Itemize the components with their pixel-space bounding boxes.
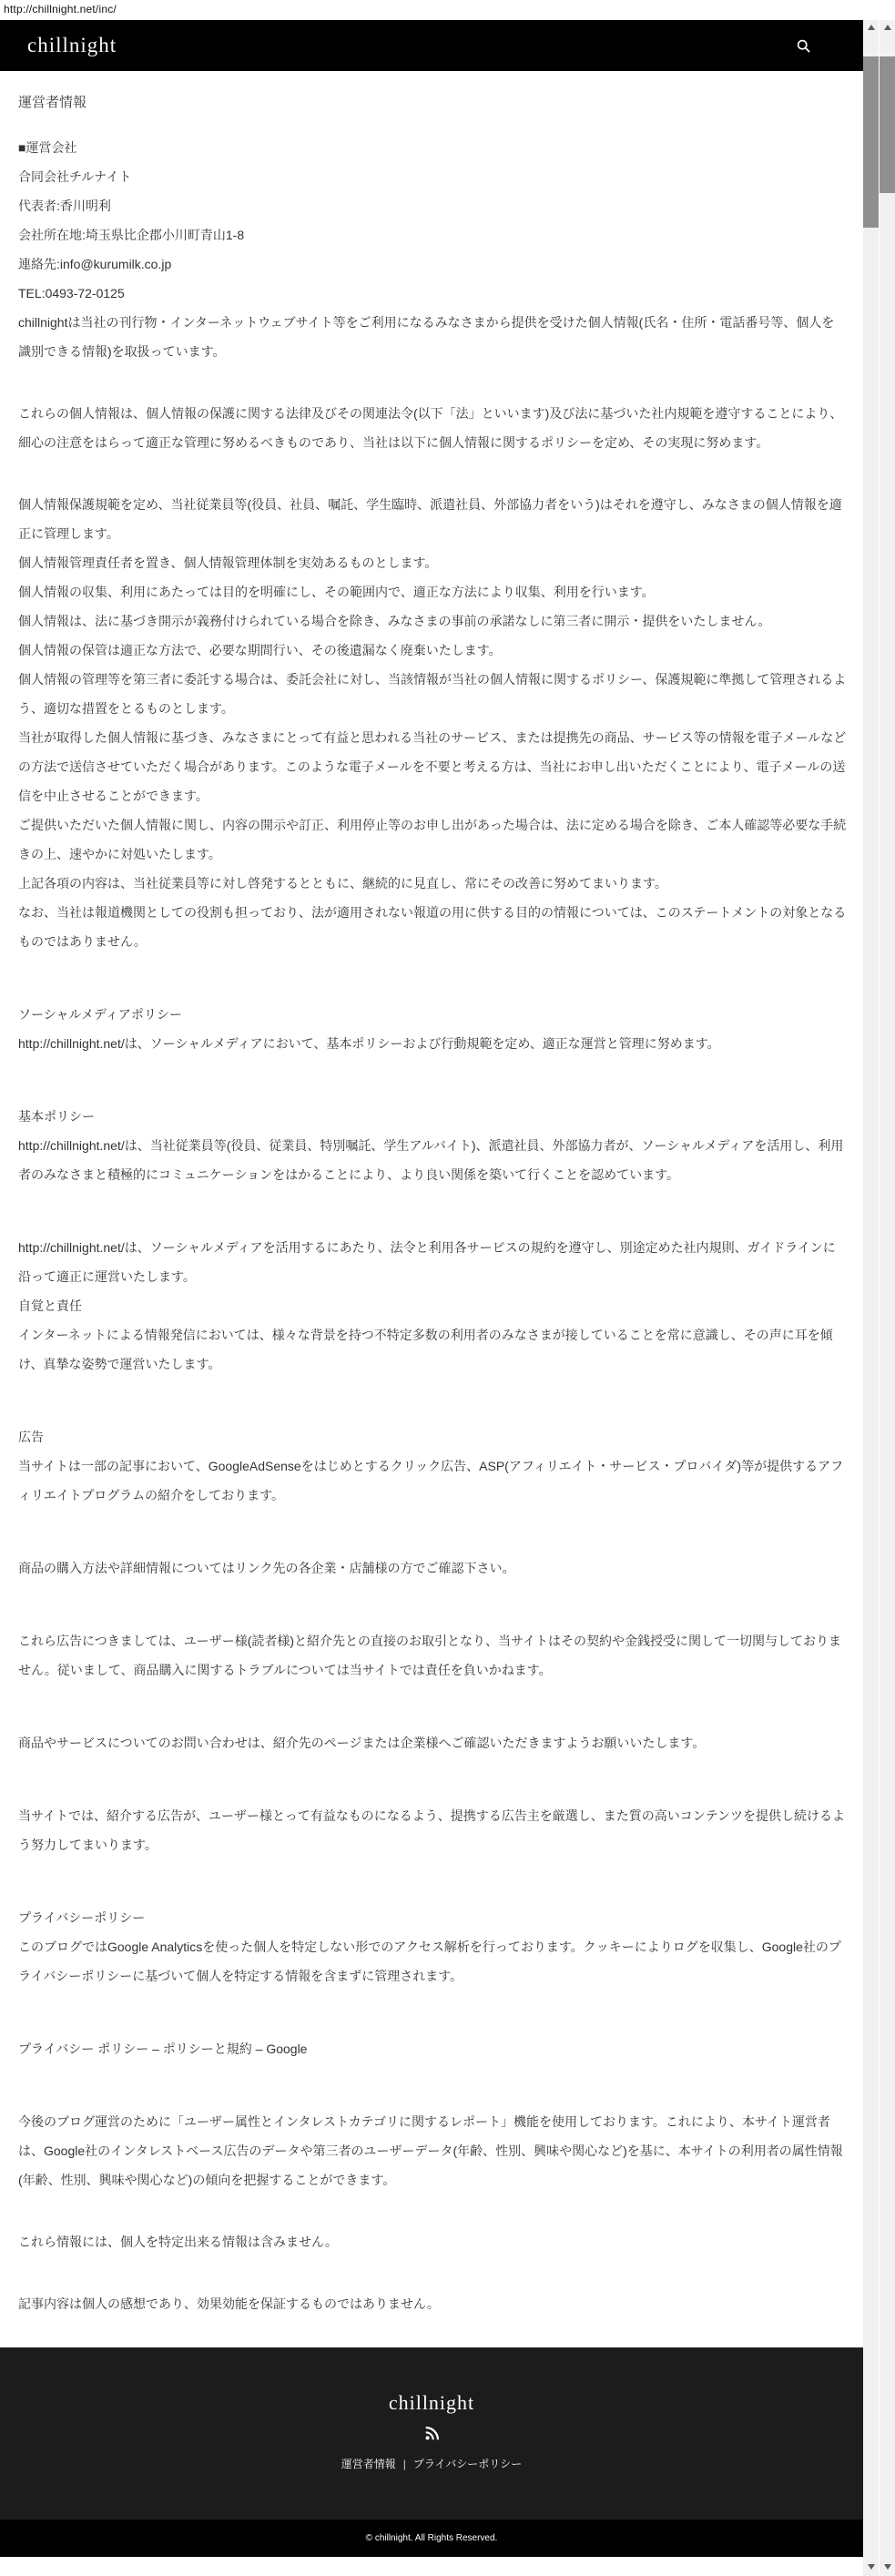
spacer — [18, 1685, 847, 1728]
info-line: TEL:0493-72-0125 — [18, 286, 125, 300]
paragraph: 当社が取得した個人情報に基づき、みなさまにとって有益と思われる当社のサービス、または提携先の商品、サービス等の情報を電子メールなどの方法で送信させていただく場合があります。このような電子メールを不要と考える方は、当社にお申し出いただくことにより、電子メールの送信を中止させることができます。 — [18, 730, 847, 803]
site-logo-link[interactable]: chillnight — [27, 34, 117, 56]
spacer — [18, 956, 847, 1000]
spacer — [18, 366, 847, 399]
arrow-up-icon — [884, 25, 891, 30]
copyright-bar — [0, 2520, 863, 2557]
paragraph: http://chillnight.net/は、当社従業員等(役員、従業員、特別嘱託、学生アルバイト)、派遣社員、外部協力者が、ソーシャルメディアを活用し、利用者のみなさまと積極的にコミュニケーションをはかることにより、より良い関係を築いて行くことを認めています。 — [18, 1138, 844, 1182]
spacer — [18, 1583, 847, 1626]
spacer — [18, 1058, 847, 1102]
rss-link[interactable] — [0, 2426, 863, 2441]
paragraph: 個人情報の収集、利用にあたっては目的を明確にし、その範囲内で、適正な方法により収集、利用を行います。 — [18, 585, 655, 599]
paragraph: なお、当社は報道機関としての役割も担っており、法が適用されない報道の用に供する目的の情報については、このステートメントの対象となるものではありません。 — [18, 905, 847, 949]
search-icon — [797, 42, 810, 56]
spacer — [18, 2194, 847, 2227]
spacer — [18, 2256, 847, 2289]
spacer — [18, 118, 847, 133]
section-heading: 自覚と責任 — [18, 1298, 82, 1313]
scrollbar-thumb[interactable] — [863, 56, 879, 228]
section-heading: ソーシャルメディアポリシー — [18, 1007, 182, 1022]
paragraph: このブログではGoogle Analyticsを使った個人を特定しない形でのアクセス解析を行っております。クッキーによりログを収集し、Google社のプライバシーポリシーに基づいて個人を特定する情報を含まずに管理されます。 — [18, 1940, 841, 1983]
paragraph: chillnightは当社の刊行物・インターネットウェブサイト等をご利用になるみなさまから提供を受けた個人情報(氏名・住所・電話番号等、個人を識別できる情報)を取扱っています。 — [18, 315, 835, 359]
paragraph: 商品の購入方法や詳細情報についてはリンク先の各企業・店舗様の方でご確認下さい。 — [18, 1561, 515, 1575]
spacer — [18, 1757, 847, 1801]
paragraph: 当サイトは一部の記事において、GoogleAdSenseをはじめとするクリック広告、ASP(アフィリエイト・サービス・プロバイダ)等が提供するアフィリエイトプログラムの紹介をしております。 — [18, 1459, 844, 1502]
paragraph: これらの個人情報は、個人情報の保護に関する法律及びその関連法令(以下「法」といいます)及び法に基づいた社内規範を遵守することにより、細心の注意をはらって適正な管理に努めるべきものであり、当社は以下に個人情報に関するポリシーを定め、その実現に努めます。 — [18, 406, 843, 450]
scrollbar-down-button[interactable] — [880, 2559, 895, 2574]
spacer — [18, 1189, 847, 1233]
spacer — [18, 457, 847, 490]
page-title: 運営者情報 — [18, 95, 87, 110]
footer-link-operator-info[interactable]: 運営者情報 — [341, 2458, 396, 2470]
section-heading: 広告 — [18, 1430, 44, 1444]
section-heading: 基本ポリシー — [18, 1109, 95, 1124]
site-header — [0, 20, 863, 71]
browser-url-text: http://chillnight.net/inc/ — [4, 3, 117, 15]
paragraph: 個人情報管理責任者を置き、個人情報管理体制を実効あるものとします。 — [18, 555, 438, 570]
scrollbar-thumb[interactable] — [880, 56, 895, 193]
spacer — [18, 2063, 847, 2107]
scrollbar-inner[interactable] — [863, 20, 879, 2576]
scrollbar-down-button[interactable] — [863, 2559, 879, 2574]
footer-bottom-margin — [0, 2557, 863, 2576]
scrollbar-outer[interactable] — [880, 20, 895, 2576]
paragraph: 上記各項の内容は、当社従業員等に対し啓発するとともに、継続的に見直し、常にその改善に努めてまいります。 — [18, 876, 667, 891]
spacer — [18, 1991, 847, 2034]
paragraph: 個人情報保護規範を定め、当社従業員等(役員、社員、嘱託、学生臨時、派遣社員、外部協力者をいう)はそれを遵守し、みなさまの個人情報を適正に管理します。 — [18, 497, 842, 541]
spacer — [18, 1379, 847, 1422]
paragraph: インターネットによる情報発信においては、様々な背景を持つ不特定多数の利用者のみなさまが接していることを常に意識し、その声に耳を傾け、真摯な姿勢で運営いたします。 — [18, 1328, 833, 1371]
paragraph: 記事内容は個人の感想であり、効果効能を保証するものではありません。 — [18, 2296, 440, 2311]
paragraph: http://chillnight.net/は、ソーシャルメディアを活用するにあたり、法令と利用各サービスの規約を遵守し、別途定めた社内規則、ガイドラインに沿って適正に運営いたします。 — [18, 1240, 836, 1284]
scrollbar-up-button[interactable] — [880, 20, 895, 36]
rss-icon — [424, 2429, 440, 2445]
paragraph: プライバシー ポリシー – ポリシーと規約 – Google — [18, 2041, 308, 2056]
spacer — [18, 1510, 847, 1553]
info-line: 会社所在地:埼玉県比企郡小川町青山1-8 — [18, 228, 245, 242]
footer-link-privacy-policy[interactable]: プライバシーポリシー — [412, 2458, 523, 2470]
scrollbar-up-button[interactable] — [863, 20, 879, 36]
info-line: 合同会社チルナイト — [18, 169, 132, 184]
arrow-down-icon — [884, 2564, 891, 2570]
info-line: 連絡先:info@kurumilk.co.jp — [18, 257, 172, 271]
spacer — [18, 1859, 847, 1903]
paragraph: 個人情報の保管は適正な方法で、必要な期間行い、その後遺漏なく廃棄いたします。 — [18, 643, 502, 657]
paragraph: これら広告につきましては、ユーザー様(読者様)と紹介先との直接のお取引となり、当サイトはその契約や金銭授受に関して一切関与しておりません。従いまして、商品購入に関するトラブルについては当サイトでは責任を負いかねます。 — [18, 1634, 842, 1677]
footer-main — [0, 2347, 863, 2520]
footer-link-separator: | — [402, 2458, 406, 2470]
paragraph: 当サイトでは、紹介する広告が、ユーザー様とって有益なものになるよう、提携する広告主を厳選し、また質の高いコンテンツを提供し続けるよう努力してまいります。 — [18, 1808, 846, 1852]
copyright-text: © chillnight. All Rights Reserved. — [365, 2533, 498, 2543]
site-footer — [0, 2347, 863, 2576]
paragraph: 個人情報は、法に基づき開示が義務付けられている場合を除き、みなさまの事前の承諾なしに第三者に開示・提供をいたしません。 — [18, 614, 771, 628]
paragraph: これら情報には、個人を特定出来る情報は含みません。 — [18, 2235, 338, 2249]
paragraph: http://chillnight.net/は、ソーシャルメディアにおいて、基本ポリシーおよび行動規範を定め、適正な運営と管理に努めます。 — [18, 1036, 720, 1051]
info-line: 代表者:香川明利 — [18, 199, 111, 213]
paragraph: ご提供いただいた個人情報に関し、内容の開示や訂正、利用停止等のお申し出があった場合は、法に定める場合を除き、ご本人確認等必要な手続きの上、速やかに対処いたします。 — [18, 818, 847, 861]
paragraph: 個人情報の管理等を第三者に委託する場合は、委託会社に対し、当該情報が当社の個人情報に関するポリシー、保護規範に準拠して管理されるよう、適切な措置をとるものとします。 — [18, 672, 847, 716]
paragraph: 商品やサービスについてのお問い合わせは、紹介先のページまたは企業様へご確認いただきますようお願いいたします。 — [18, 1736, 706, 1750]
arrow-down-icon — [868, 2564, 875, 2570]
info-line: ■運営会社 — [18, 140, 77, 155]
content-blocks — [0, 71, 863, 2318]
section-heading: プライバシーポリシー — [18, 1910, 146, 1925]
footer-links — [0, 2456, 863, 2471]
arrow-up-icon — [868, 25, 875, 30]
search-button[interactable] — [797, 39, 810, 53]
footer-logo-link[interactable]: chillnight — [388, 2391, 475, 2414]
paragraph: 今後のブログ運営のために「ユーザー属性とインタレストカテゴリに関するレポート」機能を使用しております。これにより、本サイト運営者は、Google社のインタレストベース広告のデータや第三者のユーザーデータ(年齢、性別、興味や関心など)を基に、本サイトの利用者の属性情報(年齢、性別、興味や関心など)の傾向を把握することができます。 — [18, 2114, 843, 2187]
